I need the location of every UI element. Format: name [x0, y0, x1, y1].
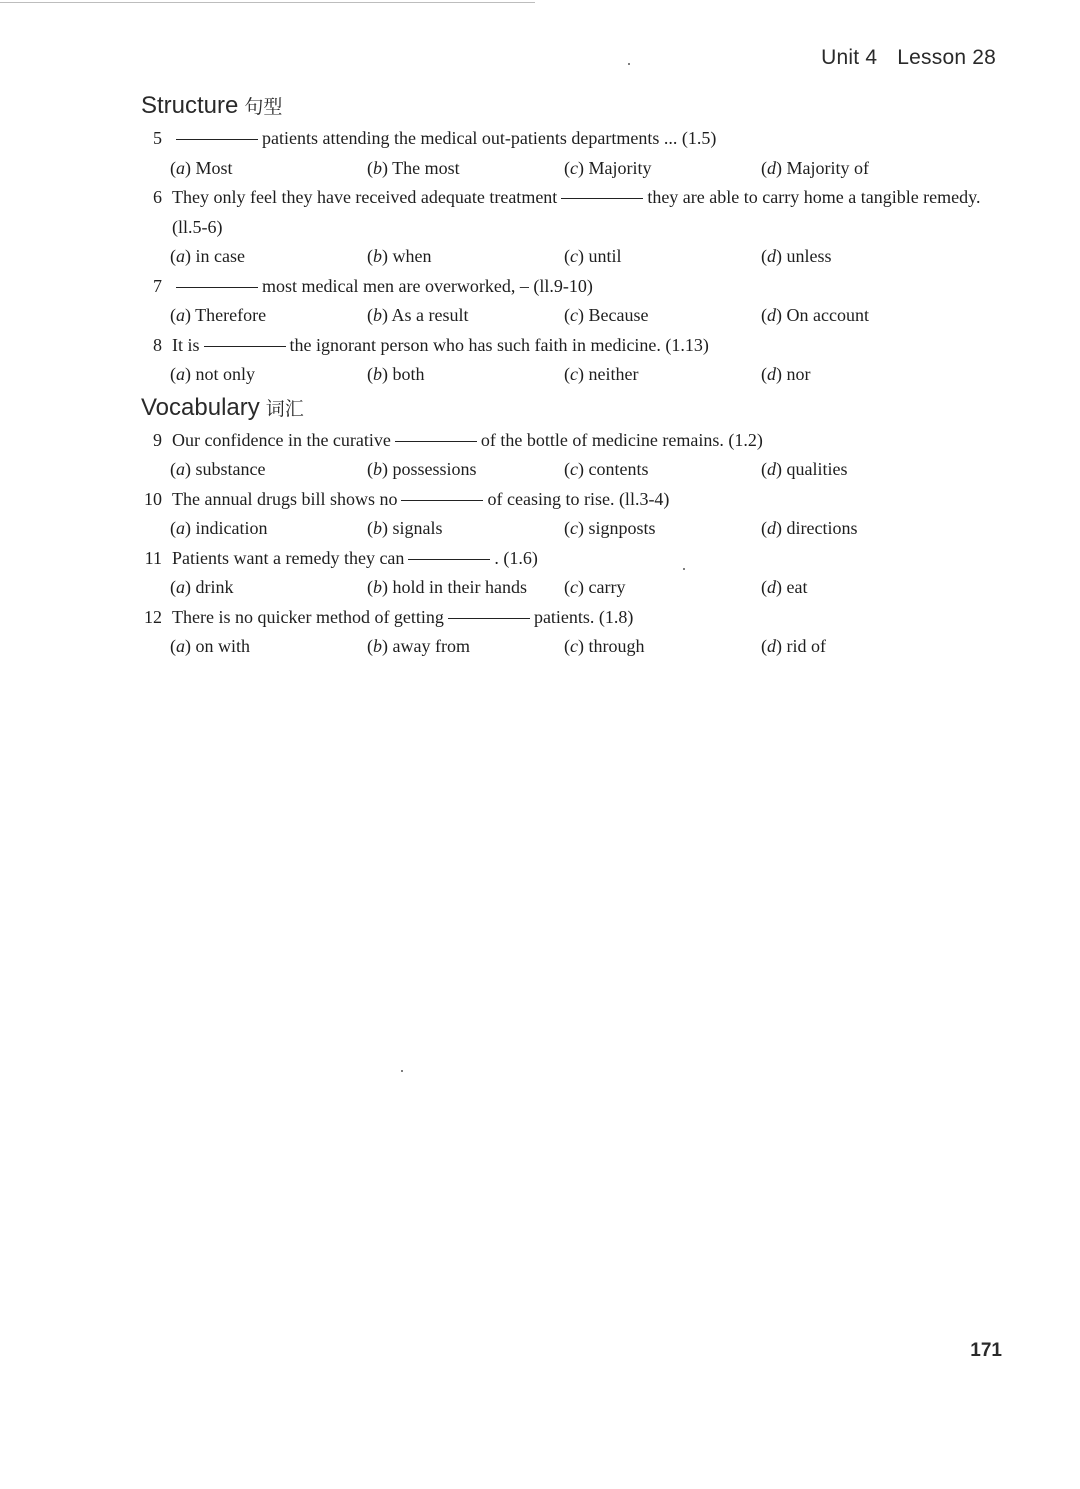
option-d[interactable]: (d) directions [761, 518, 858, 538]
question-number: 11 [144, 547, 162, 568]
option-text: carry [588, 577, 626, 597]
unit-label: Unit 4 [821, 46, 878, 69]
option-d[interactable]: (d) Majority of [761, 157, 869, 178]
question-text-after: patients. (1.8) [533, 606, 634, 627]
option-letter: d [767, 246, 776, 266]
section-title-chinese: 词汇 [265, 397, 304, 420]
option-letter: b [373, 246, 382, 266]
option-text: not only [195, 364, 256, 384]
exercise-content [140, 88, 1010, 662]
option-text: Therefore [195, 305, 267, 325]
option-text: away from [392, 636, 470, 656]
option-letter: b [373, 577, 382, 597]
question-stem [140, 485, 1010, 515]
option-a[interactable]: (a) indication [170, 518, 268, 538]
option-b[interactable]: (b) both [367, 364, 425, 384]
option-text: Because [588, 305, 649, 325]
option-b[interactable]: (b) signals [367, 518, 443, 538]
option-a[interactable]: (a) in case [170, 246, 245, 266]
option-letter: a [176, 459, 185, 479]
option-letter: b [373, 636, 382, 656]
option-letter: d [767, 305, 776, 325]
option-a[interactable]: (a) on with [170, 636, 251, 656]
option-letter: b [373, 364, 382, 384]
option-text: signposts [588, 518, 656, 538]
option-text: unless [786, 246, 832, 266]
answer-blank[interactable] [204, 346, 286, 347]
question-text-after: . (1.6) [494, 547, 538, 568]
options-row [140, 573, 1010, 603]
option-d[interactable]: (d) qualities [761, 459, 848, 479]
section-title-chinese: 句型 [244, 96, 283, 118]
option-letter: d [767, 636, 776, 656]
option-letter: d [767, 459, 776, 479]
option-text: nor [786, 364, 811, 384]
option-text: when [392, 246, 432, 266]
option-letter: a [176, 636, 185, 656]
options-row [140, 514, 1010, 544]
option-c[interactable]: (c) until [564, 246, 622, 266]
option-text: in case [195, 246, 245, 266]
question-text-before: The annual drugs bill shows no [172, 488, 398, 509]
option-d[interactable]: (d) unless [761, 246, 832, 266]
option-letter: a [176, 577, 185, 597]
option-c[interactable]: (c) signposts [564, 518, 656, 538]
question-text-after: of the bottle of medicine remains. (1.2) [480, 429, 763, 450]
option-letter: b [373, 518, 382, 538]
question-text-after: patients attending the medical out-patients departments ... (1.5) [262, 128, 717, 148]
option-c[interactable]: (c) through [564, 636, 645, 656]
question-stem [140, 426, 1010, 456]
option-c[interactable]: (c) Majority [564, 157, 652, 178]
option-text: Most [195, 157, 233, 178]
option-text: indication [195, 518, 268, 538]
option-d[interactable]: (d) rid of [761, 636, 826, 656]
running-head [821, 46, 996, 70]
options-row [140, 242, 1010, 272]
option-text: On account [786, 305, 869, 325]
section-heading [141, 88, 1010, 124]
option-letter: a [176, 157, 185, 178]
question-text-before: It is [172, 334, 200, 355]
lesson-label: Lesson 28 [897, 46, 996, 69]
option-b[interactable]: (b) hold in their hands [367, 577, 527, 597]
option-letter: c [570, 157, 578, 178]
option-text: substance [195, 459, 266, 479]
option-b[interactable]: (b) away from [367, 636, 470, 656]
question-stem [140, 331, 1010, 361]
answer-blank[interactable] [401, 500, 483, 501]
question-text-after: they are able to carry home a tangible remedy. (ll.5-6) [172, 187, 981, 237]
question-text-before: There is no quicker method of getting [172, 606, 444, 627]
question-stem [140, 603, 1010, 633]
option-letter: b [373, 305, 382, 325]
question-stem [140, 544, 1010, 574]
top-rule [0, 2, 535, 3]
option-letter: c [570, 636, 578, 656]
option-text: Majority of [786, 157, 869, 178]
options-row [140, 632, 1010, 662]
option-b[interactable]: (b) The most [367, 157, 460, 178]
option-letter: b [373, 157, 382, 178]
option-letter: c [570, 246, 578, 266]
option-letter: a [176, 364, 185, 384]
option-text: eat [786, 577, 808, 597]
option-letter: c [570, 459, 578, 479]
option-text: neither [588, 364, 639, 384]
options-row [140, 360, 1010, 390]
options-row [140, 301, 1010, 331]
question-text-before: They only feel they have received adequate treatment [172, 187, 558, 207]
answer-blank[interactable] [408, 559, 490, 560]
option-text: qualities [786, 459, 848, 479]
option-text: both [392, 364, 425, 384]
question-text-before: Our confidence in the curative [172, 429, 391, 450]
option-d[interactable]: (d) nor [761, 364, 811, 384]
option-a[interactable]: (a) Most [170, 157, 233, 178]
option-a[interactable]: (a) drink [170, 577, 234, 597]
question-text-before: Patients want a remedy they can [172, 547, 405, 568]
option-letter: c [570, 577, 578, 597]
question-number: 12 [144, 606, 162, 627]
question-text-after: most medical men are overworked, – (ll.9-10) [262, 275, 593, 296]
option-a[interactable]: (a) not only [170, 364, 256, 384]
question-stem [140, 183, 1010, 242]
option-letter: a [176, 518, 185, 538]
option-text: hold in their hands [392, 577, 527, 597]
option-c[interactable]: (c) contents [564, 459, 649, 479]
option-text: contents [588, 459, 649, 479]
options-row [140, 154, 1010, 184]
option-letter: d [767, 157, 776, 178]
answer-blank[interactable] [395, 441, 477, 442]
option-text: Majority [588, 157, 652, 178]
scan-speck [683, 568, 685, 570]
question-stem [140, 124, 1010, 154]
option-letter: d [767, 518, 776, 538]
option-b[interactable]: (b) As a result [367, 305, 469, 325]
scan-speck [628, 63, 630, 65]
question-number: 6 [153, 187, 162, 207]
option-c[interactable]: (c) neither [564, 364, 639, 384]
option-d[interactable]: (d) eat [761, 577, 808, 597]
answer-blank[interactable] [176, 287, 258, 288]
option-c[interactable]: (c) carry [564, 577, 626, 597]
option-letter: a [176, 305, 185, 325]
answer-blank[interactable] [448, 618, 530, 619]
option-b[interactable]: (b) possessions [367, 459, 477, 479]
section-title: Structure [141, 92, 239, 119]
option-text: directions [786, 518, 858, 538]
option-letter: c [570, 305, 578, 325]
section-title: Vocabulary [141, 393, 260, 421]
option-letter: d [767, 577, 776, 597]
option-b[interactable]: (b) when [367, 246, 432, 266]
question-text-after: of ceasing to rise. (ll.3-4) [487, 488, 670, 509]
option-letter: b [373, 459, 382, 479]
question-stem [140, 272, 1010, 302]
option-text: The most [392, 157, 460, 178]
options-row [140, 455, 1010, 485]
option-text: until [588, 246, 622, 266]
question-text-after: the ignorant person who has such faith in medicine. (1.13) [289, 334, 709, 355]
section-heading [141, 390, 1010, 426]
option-letter: d [767, 364, 776, 384]
option-c[interactable]: (c) Because [564, 305, 649, 325]
option-text: through [588, 636, 645, 656]
option-text: drink [195, 577, 234, 597]
option-text: rid of [786, 636, 826, 656]
question-number: 5 [153, 128, 162, 148]
option-letter: a [176, 246, 185, 266]
answer-blank[interactable] [176, 139, 258, 140]
question-number: 7 [153, 275, 162, 296]
option-text: possessions [392, 459, 477, 479]
scan-speck [401, 1070, 403, 1072]
option-text: As a result [391, 305, 469, 325]
option-letter: c [570, 364, 578, 384]
option-text: signals [392, 518, 443, 538]
answer-blank[interactable] [561, 198, 643, 199]
question-number: 9 [153, 429, 162, 450]
option-letter: c [570, 518, 578, 538]
option-d[interactable]: (d) On account [761, 305, 869, 325]
question-number: 8 [153, 334, 162, 355]
option-text: on with [195, 636, 251, 656]
page-number: 171 [970, 1340, 1002, 1361]
option-a[interactable]: (a) substance [170, 459, 266, 479]
option-a[interactable]: (a) Therefore [170, 305, 267, 325]
question-number: 10 [144, 488, 162, 509]
